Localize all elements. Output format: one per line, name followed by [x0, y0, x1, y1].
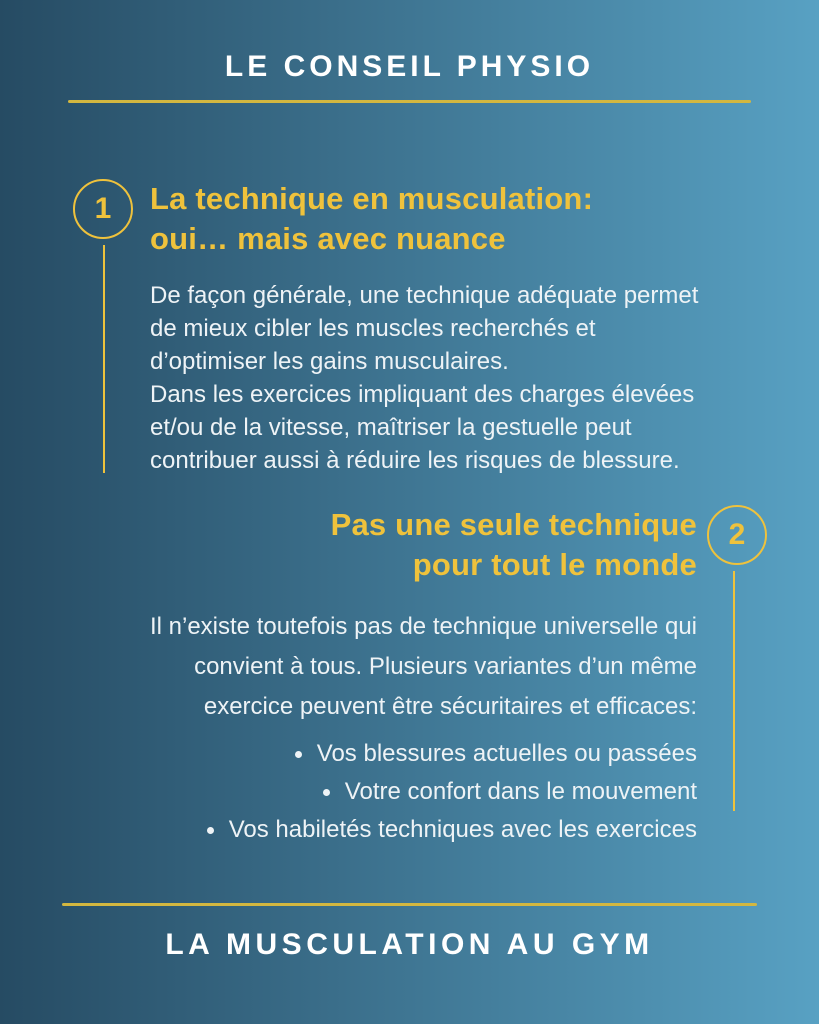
body-line: convient à tous. Plusieurs variantes d’un même: [194, 653, 697, 680]
body-line: De façon générale, une technique adéquate permet: [150, 282, 699, 309]
section-2-connector-line: [733, 571, 735, 811]
section-2-bullet-list: [60, 735, 697, 849]
list-item: [60, 811, 697, 849]
body-line: Dans les exercices impliquant des charges élevées: [150, 381, 695, 408]
section-1-connector-line: [103, 245, 105, 473]
section-1: [0, 179, 819, 477]
body-line: et/ou de la vitesse, maîtriser la gestuelle peut: [150, 414, 632, 441]
section-1-number-badge: [73, 179, 133, 239]
infographic-canvas: [0, 50, 819, 1024]
bullet-text: Votre confort dans le mouvement: [344, 778, 697, 805]
bullet-text: Vos blessures actuelles ou passées: [316, 740, 697, 767]
body-line: de mieux cibler les muscles recherchés et: [150, 315, 596, 342]
section-2: [0, 505, 819, 849]
footer-title: LA MUSCULATION AU GYM: [165, 928, 654, 961]
body-line: d’optimiser les gains musculaires.: [150, 348, 509, 375]
footer: [0, 903, 819, 962]
section-2-heading-line-2: pour tout le monde: [412, 547, 697, 582]
section-1-heading: [150, 179, 763, 259]
list-item: [60, 735, 697, 773]
page-title: LE CONSEIL PHYSIO: [224, 50, 595, 83]
body-line: contribuer aussi à réduire les risques de blessure.: [150, 447, 680, 474]
body-line: exercice peuvent être sécuritaires et efficaces:: [203, 693, 697, 720]
section-2-body: [60, 607, 697, 727]
list-item: [60, 773, 697, 811]
section-1-heading-line-2: oui… mais avec nuance: [150, 221, 506, 256]
section-2-heading-line-1: Pas une seule technique: [330, 507, 697, 542]
section-2-number: 2: [728, 518, 746, 551]
section-1-heading-line-1: La technique en musculation:: [150, 181, 594, 216]
section-2-heading: [60, 505, 697, 585]
body-line: Il n’existe toutefois pas de technique universelle qui: [149, 613, 697, 640]
bullet-icon: [295, 751, 302, 758]
section-1-body: [150, 279, 763, 477]
main-content: [0, 179, 819, 849]
bullet-icon: [323, 789, 330, 796]
bullet-icon: [207, 827, 214, 834]
bullet-text: Vos habiletés techniques avec les exercices: [228, 816, 697, 843]
header: [0, 50, 819, 103]
top-divider: [68, 100, 751, 103]
section-2-number-badge: [707, 505, 767, 565]
bottom-divider: [62, 903, 757, 906]
section-1-number: 1: [94, 192, 112, 225]
